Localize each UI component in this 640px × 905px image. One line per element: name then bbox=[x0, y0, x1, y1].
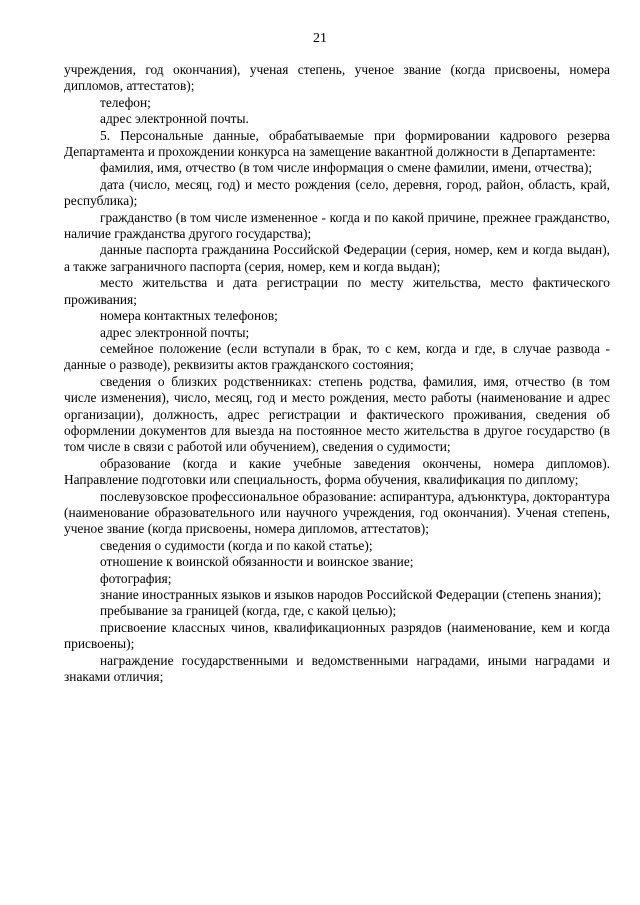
list-item-citizenship: гражданство (в том числе измененное - когда и по какой причине, прежнее гражданство, наличие гражданства другого государства); bbox=[64, 209, 610, 242]
list-item-relatives: сведения о близких родственниках: степень родства, фамилия, имя, отчество (в том числе изменения), число, месяц, год и место рождения, место работы (наименование и адрес организации), должность, адрес регистрации и фактического проживания, сведения об оформлении документов для выезда на постоянное место жительства в другое государство (в том числе в связи с работой или обучением), сведения о судимости; bbox=[64, 373, 610, 455]
paragraph-continuation: учреждения, год окончания), ученая степень, ученое звание (когда присвоены, номера дипломов, аттестатов); bbox=[64, 62, 610, 94]
list-item-criminal-record: сведения о судимости (когда и по какой статье); bbox=[100, 537, 373, 553]
list-item-military: отношение к воинской обязанности и воинское звание; bbox=[100, 554, 414, 570]
list-item-marital-status: семейное положение (если вступали в брак, то с кем, когда и где, в случае развода - данные о разводе), реквизиты актов гражданского состояния; bbox=[64, 340, 610, 373]
list-item-passport: данные паспорта гражданина Российской Федерации (серия, номер, кем и когда выдан), а также заграничного паспорта (серия, номер, кем и когда выдан); bbox=[64, 242, 610, 274]
section-5-heading: 5. Персональные данные, обрабатываемые при формировании кадрового резерва Департамента и прохождении конкурса на замещение вакантной должности в Департаменте: bbox=[64, 127, 610, 160]
list-item-email-address: адрес электронной почты; bbox=[100, 324, 250, 340]
list-item-full-name: фамилия, имя, отчество (в том числе информация о смене фамилии, имени, отчества); bbox=[100, 160, 593, 176]
list-item-email: адрес электронной почты. bbox=[100, 111, 249, 127]
list-item-education: образование (когда и какие учебные заведения окончены, номера дипломов). Направление подготовки или специальность, форма обучения, квалификация по диплому; bbox=[64, 455, 610, 488]
list-item-abroad: пребывание за границей (когда, где, с какой целью); bbox=[100, 603, 397, 619]
list-item-languages: знание иностранных языков и языков народов Российской Федерации (степень знания); bbox=[100, 587, 602, 602]
list-item-residence: место жительства и дата регистрации по месту жительства, место фактического проживания; bbox=[64, 275, 610, 307]
list-item-postgraduate: послевузовское профессиональное образование: аспирантура, адъюнктура, докторантура (наименование образовательного или научного учреждения, год окончания). Ученая степень, ученое звание (когда присвоены, номера дипломов, аттестатов); bbox=[64, 488, 610, 537]
list-item-awards: награждение государственными и ведомственными наградами, иными наградами и знаками отличия; bbox=[64, 652, 610, 685]
list-item-phone: телефон; bbox=[100, 94, 151, 110]
list-item-birth: дата (число, месяц, год) и место рождения (село, деревня, город, район, область, край, республика); bbox=[64, 176, 610, 209]
list-item-phones: номера контактных телефонов; bbox=[100, 308, 278, 324]
list-item-photo: фотография; bbox=[100, 570, 172, 586]
document-body bbox=[64, 62, 610, 685]
list-item-ranks: присвоение классных чинов, квалификационных разрядов (наименование, кем и когда присвоены); bbox=[64, 619, 610, 652]
page-number: 21 bbox=[313, 31, 327, 46]
